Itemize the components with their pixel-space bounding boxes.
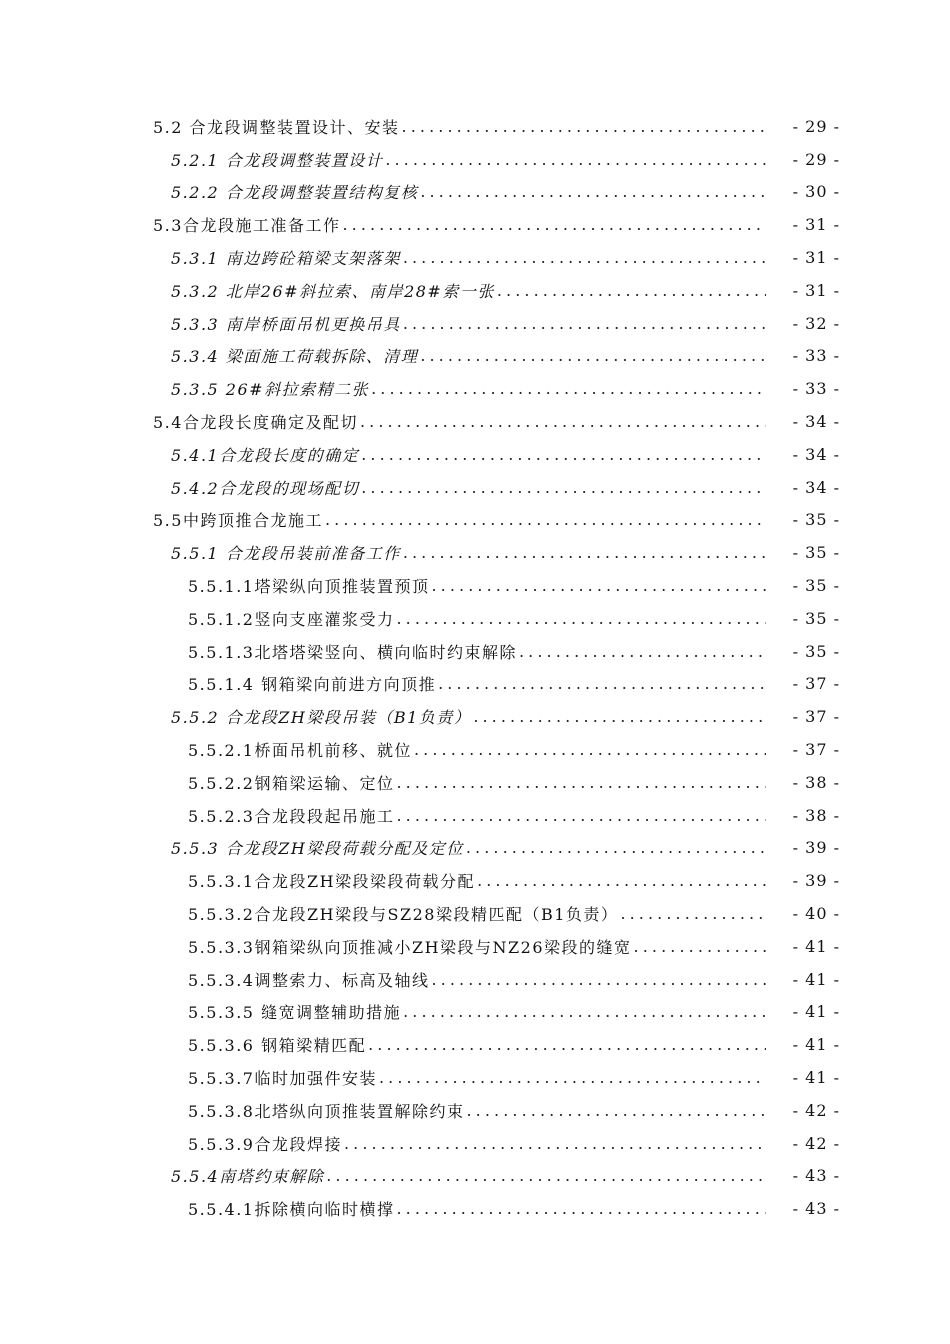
toc-entry-title: 5.4.1合龙段长度的确定 <box>171 445 360 465</box>
toc-dot-leader <box>414 740 766 759</box>
toc-dot-leader <box>325 510 766 529</box>
toc-entry-title: 5.5.3.3钢箱梁纵向顶推减小ZH梁段与NZ26梁段的缝宽 <box>188 937 632 957</box>
toc-entry-title: 5.5.3.9合龙段焊接 <box>188 1134 342 1154</box>
toc-dot-leader <box>396 806 766 825</box>
toc-entry-title: 5.5.2.2钢箱梁运输、定位 <box>188 773 395 793</box>
toc-entry-page-number: - 33 - <box>792 379 840 399</box>
toc-entry-title: 5.4.2合龙段的现场配切 <box>171 478 360 498</box>
toc-entry-title: 5.5.3.6 钢箱梁精匹配 <box>188 1036 367 1056</box>
toc-dot-leader <box>396 1199 766 1218</box>
toc-entry-title: 5.3.2 北岸26#斜拉索、南岸28#索一张 <box>171 281 495 301</box>
toc-entry-page-number: - 43 - <box>792 1166 840 1186</box>
toc-entry[interactable] <box>0 1061 950 1094</box>
toc-entry[interactable] <box>0 1160 950 1193</box>
toc-entry[interactable] <box>0 1127 950 1160</box>
toc-dot-leader <box>385 150 766 169</box>
toc-entry[interactable] <box>0 635 950 668</box>
toc-entry-page-number: - 39 - <box>792 838 840 858</box>
toc-dot-leader <box>361 478 766 497</box>
toc-entry-title: 5.3.3 南岸桥面吊机更换吊具 <box>171 314 401 334</box>
toc-entry-page-number: - 38 - <box>792 772 840 792</box>
toc-entry-page-number: - 35 - <box>792 543 840 563</box>
toc-entry[interactable] <box>0 700 950 733</box>
toc-entry[interactable] <box>0 110 950 143</box>
toc-entry-page-number: - 39 - <box>792 871 840 891</box>
toc-entry-page-number: - 29 - <box>792 149 840 169</box>
toc-entry[interactable] <box>0 405 950 438</box>
toc-entry-page-number: - 29 - <box>792 116 840 136</box>
toc-entry-title: 5.5.1.2竖向支座灌浆受力 <box>188 609 395 629</box>
toc-dot-leader <box>360 412 766 431</box>
toc-entry-title: 5.5.3.5 缝宽调整辅助措施 <box>188 1003 402 1023</box>
toc-dot-leader <box>396 609 766 628</box>
toc-entry-page-number: - 35 - <box>792 608 840 628</box>
toc-entry-page-number: - 35 - <box>792 576 840 596</box>
toc-entry[interactable] <box>0 274 950 307</box>
toc-entry-page-number: - 31 - <box>792 215 840 235</box>
toc-entry[interactable] <box>0 536 950 569</box>
toc-entry-page-number: - 37 - <box>792 707 840 727</box>
toc-entry-title: 5.5.2 合龙段ZH梁段吊装（B1负责） <box>171 708 472 728</box>
toc-entry[interactable] <box>0 307 950 340</box>
toc-entry-title: 5.2.2 合龙段调整装置结构复核 <box>171 183 419 203</box>
toc-entry-page-number: - 32 - <box>792 313 840 333</box>
toc-entry-page-number: - 33 - <box>792 346 840 366</box>
toc-entry-title: 5.2.1 合龙段调整装置设计 <box>171 150 384 170</box>
toc-entry-page-number: - 41 - <box>792 1068 840 1087</box>
toc-entry-page-number: - 37 - <box>792 674 840 694</box>
toc-entry-page-number: - 41 - <box>792 936 840 956</box>
toc-entry-title: 5.3合龙段施工准备工作 <box>153 216 341 236</box>
toc-entry-page-number: - 34 - <box>792 412 840 432</box>
toc-entry-page-number: - 41 - <box>792 1035 840 1055</box>
toc-entry[interactable] <box>0 668 950 701</box>
toc-dot-leader <box>361 445 766 464</box>
toc-entry-page-number: - 41 - <box>792 1002 840 1022</box>
toc-entry[interactable] <box>0 897 950 930</box>
toc-entry-page-number: - 31 - <box>792 248 840 268</box>
toc-entry-page-number: - 30 - <box>792 182 840 202</box>
toc-entry[interactable] <box>0 996 950 1029</box>
toc-dot-leader <box>634 937 766 956</box>
toc-entry-title: 5.5.3.1合龙段ZH梁段梁段荷载分配 <box>188 872 476 892</box>
toc-entry-page-number: - 38 - <box>792 805 840 825</box>
toc-dot-leader <box>466 838 766 857</box>
toc-dot-leader <box>431 576 766 595</box>
toc-entry-page-number: - 43 - <box>792 1199 840 1219</box>
toc-dot-leader <box>344 1134 766 1153</box>
toc-entry-title: 5.5.4南塔约束解除 <box>171 1167 325 1187</box>
toc-entry-title: 5.5.3.2合龙段ZH梁段与SZ28梁段精匹配（B1负责） <box>188 905 619 925</box>
toc-dot-leader <box>420 346 766 365</box>
toc-dot-leader <box>403 543 766 562</box>
toc-dot-leader <box>326 1166 766 1185</box>
toc-entry[interactable] <box>0 176 950 209</box>
toc-entry-page-number: - 42 - <box>792 1100 840 1120</box>
toc-entry[interactable] <box>0 1028 950 1061</box>
toc-dot-leader <box>620 904 766 923</box>
toc-entry-title: 5.4合龙段长度确定及配切 <box>153 413 358 433</box>
toc-dot-leader <box>342 215 766 234</box>
toc-entry-title: 5.3.5 26#斜拉索精二张 <box>171 380 370 400</box>
toc-entry-title: 5.2 合龙段调整装置设计、安装 <box>153 117 400 137</box>
toc-entry-title: 5.5.3.8北塔纵向顶推装置解除约束 <box>188 1101 465 1121</box>
toc-entry[interactable] <box>0 340 950 373</box>
toc-dot-leader <box>403 1002 766 1021</box>
toc-entry-page-number: - 41 - <box>792 969 840 989</box>
toc-entry-page-number: - 40 - <box>792 904 840 924</box>
toc-dot-leader <box>519 642 766 661</box>
toc-entry-title: 5.5.4.1拆除横向临时横撑 <box>188 1200 395 1220</box>
toc-entry-page-number: - 34 - <box>792 444 840 464</box>
toc-entry-title: 5.5.1.1塔梁纵向顶推装置预顶 <box>188 577 430 597</box>
toc-entry-page-number: - 31 - <box>792 280 840 300</box>
toc-dot-leader <box>420 182 766 201</box>
toc-entry-title: 5.5.3 合龙段ZH梁段荷载分配及定位 <box>171 839 464 859</box>
toc-entry-title: 5.5.1.3北塔塔梁竖向、横向临时约束解除 <box>188 642 517 662</box>
toc-entry[interactable] <box>0 471 950 504</box>
toc-dot-leader <box>368 1035 766 1054</box>
toc-entry[interactable] <box>0 504 950 537</box>
toc-entry[interactable] <box>0 864 950 897</box>
toc-entry[interactable] <box>0 372 950 405</box>
toc-entry[interactable] <box>0 569 950 602</box>
toc-entry[interactable] <box>0 930 950 963</box>
toc-entry-title: 5.5.2.3合龙段段起吊施工 <box>188 806 395 826</box>
toc-entry-title: 5.5.3.4调整索力、标高及轴线 <box>188 970 430 990</box>
toc-dot-leader <box>497 281 766 300</box>
toc-entry-title: 5.3.4 梁面施工荷载拆除、清理 <box>171 347 419 367</box>
toc-entry-title: 5.5.3.7临时加强件安装 <box>188 1069 377 1088</box>
toc-entry[interactable] <box>0 963 950 996</box>
toc-entry[interactable] <box>0 733 950 766</box>
toc-entry-page-number: - 34 - <box>792 477 840 497</box>
toc-dot-leader <box>379 1068 766 1087</box>
toc-entry[interactable] <box>0 602 950 635</box>
toc-dot-leader <box>402 117 766 136</box>
toc-entry[interactable] <box>0 799 950 832</box>
toc-entry-title: 5.5.1.4 钢箱梁向前进方向顶推 <box>188 675 437 695</box>
toc-dot-leader <box>438 674 766 693</box>
toc-entry[interactable] <box>0 143 950 176</box>
toc-dot-leader <box>473 707 766 726</box>
toc-entry[interactable] <box>0 1192 950 1225</box>
toc-entry-page-number: - 42 - <box>792 1133 840 1153</box>
toc-entry-title: 5.5中跨顶推合龙施工 <box>153 511 323 531</box>
toc-dot-leader <box>431 970 766 989</box>
toc-entry[interactable] <box>0 241 950 274</box>
toc-dot-leader <box>403 248 766 267</box>
toc-dot-leader <box>371 379 766 398</box>
toc-entry-page-number: - 35 - <box>792 641 840 661</box>
toc-entry[interactable] <box>0 766 950 799</box>
table-of-contents <box>0 110 950 1225</box>
toc-entry-page-number: - 37 - <box>792 740 840 760</box>
toc-dot-leader <box>466 1101 766 1120</box>
toc-entry[interactable] <box>0 1094 950 1127</box>
toc-entry[interactable] <box>0 832 950 865</box>
toc-entry-page-number: - 35 - <box>792 510 840 530</box>
toc-entry[interactable] <box>0 208 950 241</box>
toc-dot-leader <box>477 871 766 890</box>
toc-dot-leader <box>396 773 766 792</box>
toc-entry-title: 5.3.1 南边跨砼箱梁支架落架 <box>171 249 401 269</box>
toc-entry[interactable] <box>0 438 950 471</box>
toc-entry-title: 5.5.2.1桥面吊机前移、就位 <box>188 741 412 761</box>
toc-dot-leader <box>403 314 766 333</box>
toc-entry-title: 5.5.1 合龙段吊装前准备工作 <box>171 544 401 564</box>
